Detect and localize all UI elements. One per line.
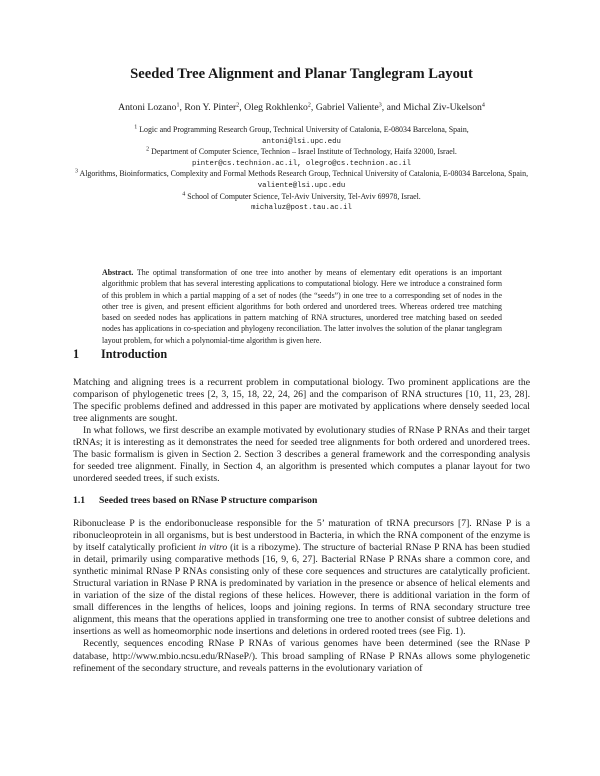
- author-list: [73, 102, 530, 113]
- italic-term: in vitro: [198, 542, 228, 554]
- abstract-text: The optimal transformation of one tree into another by means of elementary edit operations is an important algorithmic problem that has several interesting applications to computational biology. Here we introduce a constrained form of this problem in which a partial mapping of a set of nodes (the “seeds”) in one tree to a corresponding set of nodes in the other tree is given, and present efficient algorithms for both ordered and unordered trees. Whereas ordered tree matching based on seeded nodes has applications in pattern matching of RNA structures, unordered tree matching based on seeded nodes has applications in co-speciation and phylogeny reconciliation. The latter involves the solution of the planar tanglegram layout problem, for which a polynomial-time algorithm is given here.: [102, 268, 502, 345]
- author-affil-mark: 2: [236, 102, 240, 109]
- author-name: Gabriel Valiente: [315, 102, 379, 113]
- paragraph: Matching and aligning trees is a recurrent problem in computational biology. Two prominent applications are the comparison of phylogenetic trees [2, 3, 15, 18, 22, 24, 26] and the comparison of RNA structures [10, 11, 23, 28]. The specific problems defined and addressed in this paper are motivated by applications where densely seeded local tree alignments are sought.: [73, 377, 530, 425]
- subsection-heading: [73, 495, 317, 506]
- affiliation-4: [61, 192, 542, 214]
- paragraph: Recently, sequences encoding RNase P RNAs of various genomes have been determined (see the RNase P database, http://www.mbio.ncsu.edu/RNaseP/). This broad sampling of RNase P RNAs allows some phylogenetic refinement of the secondary structure, and reveals patterns in the evolutionary variation of: [73, 638, 530, 674]
- section-number: 1: [73, 347, 80, 361]
- abstract-label: Abstract.: [102, 268, 134, 277]
- paragraph-text: Ribonuclease P is the endoribonuclease responsible for the 5’ maturation of tRNA precursors [7]. RNase P is a ribonucleoprotein in all organisms, but is best understood in Bacteria, in which the RNA component of the enzyme is by itself catalytically proficient: [73, 518, 530, 554]
- author-separator: ,: [239, 102, 245, 113]
- section-heading-introduction: [73, 347, 167, 362]
- author-separator: , and: [381, 102, 404, 113]
- affiliation-text: Logic and Programming Research Group, Technical University of Catalonia, E-08034 Barcelona, Spain,: [139, 125, 469, 134]
- author-affil-mark: 1: [176, 102, 180, 109]
- affiliation-list: [61, 125, 542, 214]
- paper-title: Seeded Tree Alignment and Planar Tanglegram Layout: [130, 66, 473, 82]
- subsection-title: Seeded trees based on RNase P structure comparison: [99, 495, 318, 506]
- introduction-body: [73, 377, 530, 485]
- author-email[interactable]: michaluz@post.tau.ac.il: [251, 204, 352, 213]
- author-name: Antoni Lozano: [118, 102, 177, 113]
- section-title: Introduction: [101, 347, 168, 361]
- author-email[interactable]: pinter@cs.technion.ac.il, olegro@cs.technion.ac.il: [192, 159, 411, 168]
- author-name: Ron Y. Pinter: [184, 102, 237, 113]
- author-email[interactable]: antoni@lsi.upc.edu: [262, 137, 341, 146]
- subsection-number: 1.1: [73, 495, 86, 506]
- affiliation-mark: 4: [182, 191, 186, 198]
- paragraph-text: (it is a ribozyme). The structure of bacterial RNase P RNA has been studied in detail, primarily using comparative methods [16, 9, 6, 27]. Bacterial RNase P RNAs share a common core, and synthetic minimal RNase P RNAs consisting only of these core sequences and structures are catalytically proficient. Structural variation in RNase P RNA is predominated by variation in the presence or absence of helical elements and in variation of the size of the distal regions of these helices. However, there is additional variation in the form of small differences in the lengths of helices, loops and joining regions. In terms of RNA secondary structure tree alignment, this means that the operations applied in transforming one tree to another consist of subtree deletions and insertions as well as homeomorphic node insertions and deletions in ordered rooted trees (see Fig. 1).: [73, 542, 530, 638]
- author-affil-mark: 2: [307, 102, 311, 109]
- author-email[interactable]: valiente@lsi.upc.edu: [257, 181, 346, 190]
- affiliation-2: [61, 147, 542, 169]
- author-name: Oleg Rokhlenko: [244, 102, 308, 113]
- author-separator: ,: [179, 102, 185, 113]
- author-separator: ,: [310, 102, 316, 113]
- affiliation-1: [61, 125, 542, 147]
- affiliation-3: [61, 169, 542, 191]
- author-affil-mark: 3: [378, 102, 382, 109]
- paragraph: [73, 518, 530, 638]
- author-affil-mark: 4: [481, 102, 485, 109]
- affiliation-mark: 2: [146, 146, 150, 153]
- affiliation-text: Department of Computer Science, Technion – Israel Institute of Technology, Haifa 32000, Israel.: [151, 147, 457, 157]
- affiliation-mark: 1: [134, 124, 138, 131]
- affiliation-mark: 3: [74, 169, 78, 176]
- affiliation-text: Algorithms, Bioinformatics, Complexity and Formal Methods Research Group, Technical University of Catalonia, E-08034 Barcelona, Spain,: [79, 169, 529, 179]
- affiliation-text: School of Computer Science, Tel-Aviv University, Tel-Aviv 69978, Israel.: [187, 191, 421, 201]
- author-name: Michal Ziv-Ukelson: [403, 102, 482, 113]
- abstract: [102, 267, 502, 346]
- paragraph: In what follows, we first describe an example motivated by evolutionary studies of RNase P RNAs and their target tRNAs; it is interesting as it demonstrates the need for seeded tree alignments for both ordered and unordered trees. The basic formalism is given in Section 2. Section 3 describes a general framework and the corresponding analysis for seeded tree alignment. Finally, in Section 4, an algorithm is presented which computes a planar layout for two unordered seeded trees, if such exists.: [73, 425, 530, 485]
- subsection-body: [73, 518, 530, 675]
